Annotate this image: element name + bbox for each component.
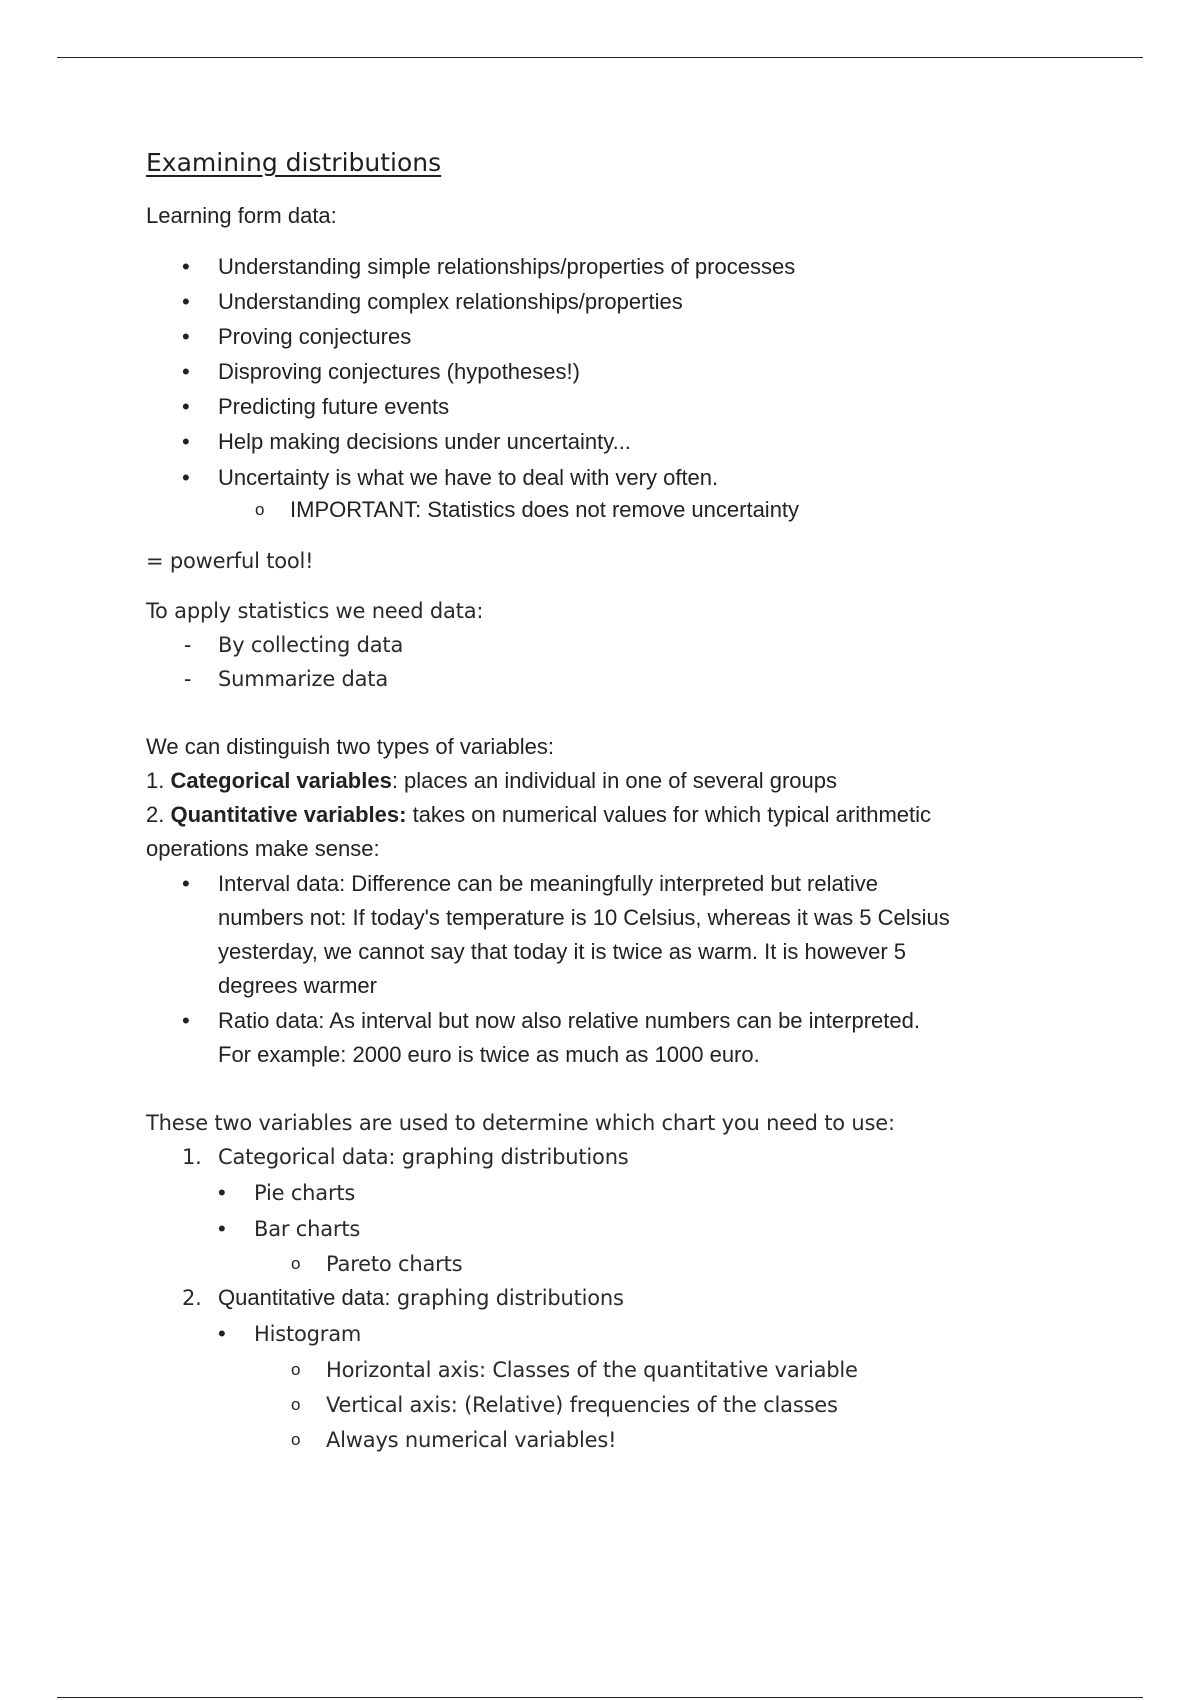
bullet-dot-icon: • — [182, 324, 190, 349]
list-number: 2. — [182, 1286, 202, 1310]
bullet-dot-icon: • — [182, 871, 190, 896]
bullet-dot-icon: • — [218, 1180, 226, 1205]
list-item: Help making decisions under uncertainty... — [218, 429, 631, 454]
ratio-line: For example: 2000 euro is twice as much as 1000 euro. — [218, 1042, 760, 1067]
distinguish-text: We can distinguish two types of variables: — [146, 734, 555, 759]
learning-heading: Learning form data: — [146, 203, 337, 228]
circle-bullet-icon: o — [255, 500, 265, 519]
list-number: 1. — [182, 1145, 202, 1169]
list-item: Categorical data: graphing distributions — [218, 1145, 629, 1169]
interval-line: numbers not: If today's temperature is 10 Celsius, whereas it was 5 Celsius — [218, 905, 950, 930]
quantitative-definition: 2. Quantitative variables: takes on numerical values for which typical arithmetic — [146, 802, 932, 827]
bullet-dot-icon: • — [182, 394, 190, 419]
list-subitem: Bar charts — [254, 1217, 361, 1241]
bullet-dot-icon: • — [182, 465, 190, 490]
bullet-dot-icon: • — [218, 1216, 226, 1241]
list-item: Understanding complex relationships/properties — [218, 289, 683, 314]
dash-bullet-icon: - — [184, 666, 192, 691]
quantitative-definition-cont: operations make sense: — [146, 836, 380, 861]
circle-bullet-icon: o — [291, 1254, 301, 1273]
top-rule — [57, 57, 1143, 58]
list-subsubitem: Always numerical variables! — [326, 1428, 617, 1452]
list-item: Summarize data — [218, 667, 389, 691]
apply-heading: To apply statistics we need data: — [146, 599, 484, 623]
circle-bullet-icon: o — [291, 1360, 301, 1379]
list-item: Understanding simple relationships/properties of processes — [218, 254, 796, 279]
list-item: Disproving conjectures (hypotheses!) — [218, 359, 580, 384]
ratio-line: Ratio data: As interval but now also relative numbers can be interpreted. — [218, 1008, 920, 1033]
powerful-note: = powerful tool! — [146, 549, 314, 573]
list-item: Uncertainty is what we have to deal with very often. — [218, 465, 719, 490]
list-item: Predicting future events — [218, 394, 450, 419]
page-title: Examining distributions — [146, 148, 442, 177]
list-item: Proving conjectures — [218, 324, 412, 349]
bullet-dot-icon: • — [182, 254, 190, 279]
list-item: By collecting data — [218, 633, 404, 657]
interval-line: yesterday, we cannot say that today it is twice as warm. It is however 5 — [218, 939, 906, 964]
bullet-dot-icon: • — [182, 359, 190, 384]
chart-heading: These two variables are used to determine which chart you need to use: — [146, 1111, 895, 1135]
list-subitem: IMPORTANT: Statistics does not remove uncertainty — [290, 497, 800, 522]
bullet-dot-icon: • — [218, 1321, 226, 1346]
list-subitem: Histogram — [254, 1322, 362, 1346]
bottom-rule — [57, 1697, 1143, 1698]
circle-bullet-icon: o — [291, 1430, 301, 1449]
list-subsubitem: Pareto charts — [326, 1252, 463, 1276]
list-item: Quantitative data: graphing distributions — [218, 1285, 624, 1310]
interval-line: Interval data: Difference can be meaningfully interpreted but relative — [218, 871, 878, 896]
interval-line: degrees warmer — [218, 973, 377, 998]
list-subitem: Pie charts — [254, 1181, 356, 1205]
list-subsubitem: Vertical axis: (Relative) frequencies of the classes — [326, 1393, 838, 1417]
categorical-definition: 1. Categorical variables: places an individual in one of several groups — [146, 768, 837, 793]
list-subsubitem: Horizontal axis: Classes of the quantitative variable — [326, 1358, 858, 1382]
dash-bullet-icon: - — [184, 632, 192, 657]
bullet-dot-icon: • — [182, 1008, 190, 1033]
circle-bullet-icon: o — [291, 1395, 301, 1414]
bullet-dot-icon: • — [182, 289, 190, 314]
bullet-dot-icon: • — [182, 429, 190, 454]
